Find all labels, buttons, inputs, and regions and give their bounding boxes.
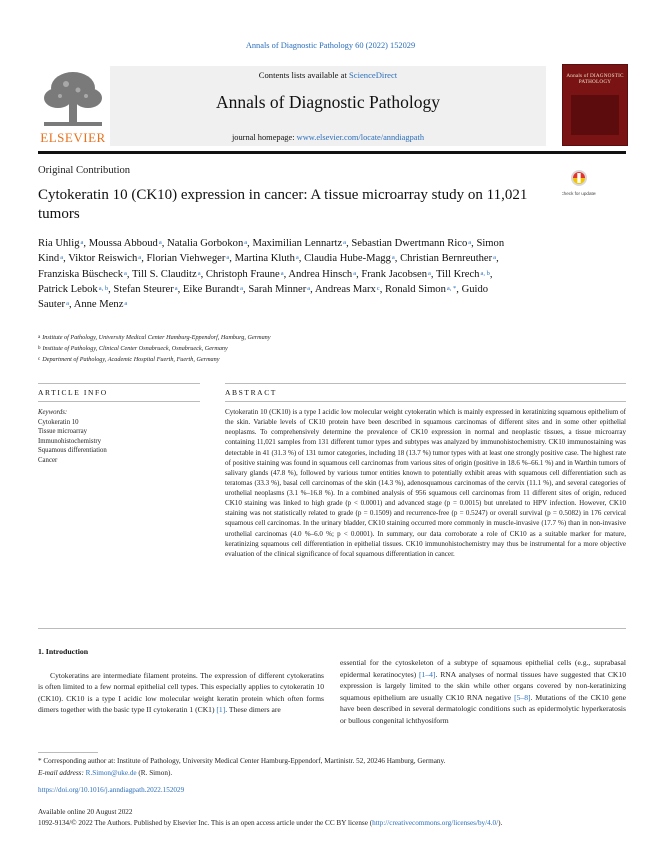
affiliation-list: [38, 332, 578, 365]
author-name[interactable]: Christoph Fraune$^a$: [205, 268, 284, 280]
author-name[interactable]: Till Krech$^{a, b}$: [436, 268, 490, 280]
available-online-date: Available online 20 August 2022: [38, 808, 133, 816]
affiliation-marker[interactable]: a: [493, 254, 497, 262]
author-name[interactable]: Florian Viehweger$^a$: [146, 253, 230, 265]
affiliation-marker[interactable]: a: [244, 239, 248, 246]
homepage-line: journal homepage: www.elsevier.com/locate/anndiagpath: [231, 133, 425, 142]
keyword-item: Squamous differentiation: [38, 447, 107, 455]
affiliation-marker[interactable]: a: [240, 284, 244, 292]
keyword-item: Cytokeratin 10: [38, 418, 79, 426]
citation-link[interactable]: [1–4]: [419, 669, 436, 679]
author-name[interactable]: Anne Menz$^a$: [73, 299, 128, 311]
affiliation-marker[interactable]: a: [468, 239, 472, 246]
license-link[interactable]: http://creativecommons.org/licenses/by/4.0/: [372, 819, 499, 827]
author-name[interactable]: Andrea Hinsch$^a$: [288, 268, 357, 280]
affiliation-marker[interactable]: a: [353, 269, 357, 277]
abstract-text: Cytokeratin 10 (CK10) is a type I acidic low molecular weight cytokeratin which is mainly expressed in keratinizing squamous epithelium of the skin. Variable levels of CK10 protein have been described in squamous carcinomas of different sites and in some other epithelial neoplasms. To comprehensively determine the prevalence of CK10 expression in normal and neoplastic tissues, a tissue microarray containing 11,021 samples from 131 different tumor types and subtypes was analyzed by immunohistochemistry. CK10 immunostaining was detectable in 41 (31.3 %) of 131 tumor categories, including 18 (13.7 %) tumor types with at least one strongly positive case. The highest rate of positive staining was found in squamous cell carcinomas from various sites of origin (positive in 18.6 %–66.1 %) and in Warthin tumors of salivary glands (47.8 %), followed by various tumor entities known to potentially exhibit areas with squamous cell differentiation such as teratomas (33.3 %), basal cell carcinomas of the skin (14.3 %), adenosquamous carcinomas of the cervix (11.1 %), and several categories of urothelial neoplasms (3.1 %–16.8 %). In a combined analysis of 956 squamous cell carcinomas from 11 different sites of origin, reduced CK10 staining was linked to high grade (p < 0.0001) and advanced stage (p = 0.0015) but unrelated to HPV infection. However, CK10 staining was not statistically related to grade (p = 0.1509) and recurrence-free (p = 0.5247) or overall survival (p = 0.5082) in 176 cervical squamous cell carcinomas. In the urinary bladder, CK10 staining occurred more commonly in muscle-invasive (17.7 %) than in non-invasive urothelial carcinomas (4.0 %–6.0 %; p < 0.0001). In summary, our data corroborate a role of CK10 as a suitable marker for mature, keratinizing squamous cell differentiation in epithelial tissues. CK10 immunohistochemistry may thus be instrumental for a more objective evaluation of the clinical significance of focal squamous differentiation in cancer.: [225, 408, 626, 558]
email-link[interactable]: R.Simon@uke.de: [85, 768, 137, 777]
affiliation-item: $^a$ Institute of Pathology, University Medical Center Hamburg-Eppendorf, Hamburg, Germany: [38, 334, 271, 341]
affiliation-item: $^c$ Department of Pathology, Academic Hospital Fuerth, Fuerth, Germany: [38, 356, 220, 363]
author-name[interactable]: Natalia Gorbokon$^a$: [167, 238, 248, 249]
author-name[interactable]: Guido Sauter$^a$: [38, 283, 489, 311]
divider: [225, 401, 626, 402]
journal-header-band: [110, 66, 546, 146]
author-name[interactable]: Patrick Lebok$^{a, b}$: [38, 283, 109, 295]
divider: [38, 628, 626, 629]
divider: [38, 383, 200, 384]
license-line: 1092-9134/© 2022 The Authors. Published by Elsevier Inc. This is an open access article under the CC BY license (http://creativecommons.org/licenses/by/4.0/).: [38, 819, 503, 827]
affiliation-marker[interactable]: a: [280, 269, 284, 277]
cover-artwork: [571, 95, 619, 135]
author-name[interactable]: Ronald Simon$^{a, *}$: [384, 283, 457, 295]
abstract-heading: ABSTRACT: [225, 388, 277, 397]
intro-left-column: [38, 646, 324, 716]
divider: [225, 383, 626, 384]
journal-reference[interactable]: Annals of Diagnostic Pathology 60 (2022) 152029: [245, 41, 416, 50]
affiliation-marker[interactable]: a: [80, 239, 84, 246]
author-name[interactable]: Moussa Abboud$^a$: [88, 238, 162, 249]
corresponding-author: * Corresponding author at: Institute of Pathology, University Medical Center Hamburg-Eppendorf, Martinistr. 52, 20246 Hamburg, Germany.: [38, 757, 446, 765]
intro-paragraph-continued: essential for the cytoskeleton of a subtype of squamous epithelial cells (e.g., suprabasal epidermal keratinocytes) [1–4]. RNA analyses of normal tissues have suggested that CK10 expression is largely limited to the skin while other organs covered by non-keratinizing squamous epithelium are usually CK10 RNA negative [5–8]. Mutations of the CK10 gene have been described in several dermatologic conditions such as epidermolytic hyperkeratosis or bullous congenital ichthyosiform: [340, 658, 626, 725]
affiliation-marker[interactable]: a: [197, 269, 201, 277]
author-name[interactable]: Maximilian Lennartz$^a$: [252, 238, 347, 249]
author-name[interactable]: Sebastian Dwertmann Rico$^a$: [351, 238, 472, 249]
corresponding-author-footnote: [38, 756, 626, 779]
affiliation-marker[interactable]: a: [124, 269, 127, 277]
footnote-rule: [38, 752, 98, 753]
author-name[interactable]: Eike Burandt$^a$: [182, 283, 244, 295]
sciencedirect-link[interactable]: ScienceDirect: [349, 70, 398, 80]
affiliation-item: $^b$ Institute of Pathology, Clinical Center Osnabrueck, Osnabrueck, Germany: [38, 345, 228, 352]
author-name[interactable]: Till S. Clauditz$^a$: [132, 268, 201, 280]
affiliation-marker[interactable]: a: [138, 254, 142, 262]
keyword-item: Tissue microarray: [38, 428, 88, 436]
affiliation-marker[interactable]: a, *: [446, 284, 457, 292]
author-name[interactable]: Andreas Marx$^c$: [314, 283, 380, 295]
affiliation-marker[interactable]: a: [343, 239, 347, 246]
affiliation-marker[interactable]: a: [66, 300, 69, 308]
journal-cover-thumbnail[interactable]: [562, 64, 628, 146]
author-name[interactable]: Christian Bernreuther$^a$: [400, 253, 497, 265]
author-name[interactable]: Claudia Hube-Magg$^a$: [304, 253, 395, 265]
intro-paragraph: Cytokeratins are intermediate filament proteins. The expression of different cytokeratins is often limited to a few normal epithelial cell types. This especially applies to cytokeratin 10 (CK10). CK10 is a type I acidic low molecular weight keratin protein which often forms dimers together with the basic type II cytokeratin 1 (CK1) [1]. These dimers are: [38, 670, 324, 715]
author-list: Ria Uhlig$^a$, Moussa Abboud$^a$, Natalia Gorbokon$^a$, Maximilian Lennartz$^a$, Sebastian Dwertmann Rico$^a$, Simon Kind$^a$, Viktor Reiswich$^a$, Florian Viehweger$^a$, Martina Kluth$^a$, Claudia Hube-Magg$^a$, Christian Bernreuther$^a$, Franziska Büscheck$^a$, Till S. Clauditz$^a$, Christoph Fraune$^a$, Andrea Hinsch$^a$, Frank Jacobsen$^a$, Till Krech$^{a, b}$, Patrick Lebok$^{a, b}$, Stefan Steurer$^a$, Eike Burandt$^a$, Sarah Minner$^a$, Andreas Marx$^c$, Ronald Simon$^{a, *}$, Guido Sauter$^a$, Anne Menz$^a$: [38, 238, 505, 311]
affiliation-marker[interactable]: a: [307, 284, 311, 292]
citation-link[interactable]: [5–8]: [514, 692, 531, 702]
article-type: Original Contribution: [38, 165, 131, 176]
doi-link[interactable]: https://doi.org/10.1016/j.anndiagpath.2022.152029: [38, 786, 185, 794]
author-name[interactable]: Ria Uhlig$^a$: [38, 238, 84, 249]
affiliation-marker[interactable]: a, b: [98, 284, 109, 292]
affiliation-marker[interactable]: a: [391, 254, 395, 262]
affiliation-marker[interactable]: a, b: [480, 269, 490, 277]
article-title: Cytokeratin 10 (CK10) expression in cancer: A tissue microarray study on 11,021 tumors: [38, 187, 528, 222]
keywords-block: [38, 408, 198, 466]
elsevier-logo: [38, 66, 108, 148]
header-rule: [38, 151, 626, 154]
author-name[interactable]: Frank Jacobsen$^a$: [361, 268, 431, 280]
cover-title: Annals of DIAGNOSTIC PATHOLOGY: [566, 73, 624, 85]
contents-line: Contents lists available at ScienceDirect: [258, 70, 398, 80]
affiliation-marker[interactable]: a: [60, 254, 64, 262]
author-name[interactable]: Stefan Steurer$^a$: [113, 283, 178, 295]
email-line: E-mail address: R.Simon@uke.de (R. Simon).: [38, 768, 173, 777]
author-name[interactable]: Simon Kind$^a$: [38, 238, 505, 265]
intro-right-column: [340, 657, 626, 727]
keyword-item: Immunohistochemistry: [38, 437, 102, 445]
homepage-link[interactable]: www.elsevier.com/locate/anndiagpath: [296, 133, 425, 142]
publisher-wordmark: ELSEVIER: [40, 130, 106, 145]
crossmark-label: Check for updates: [562, 191, 596, 196]
author-name[interactable]: Viktor Reiswich$^a$: [68, 253, 142, 265]
keyword-list: [38, 418, 198, 466]
affiliation-marker[interactable]: a: [226, 254, 230, 262]
article-info-heading: ARTICLE INFO: [38, 388, 108, 397]
affiliation-marker[interactable]: c: [376, 284, 380, 292]
journal-name: Annals of Diagnostic Pathology: [215, 92, 441, 112]
citation-link[interactable]: [1]: [216, 705, 226, 715]
affiliation-marker[interactable]: a: [158, 239, 162, 246]
divider: [38, 401, 200, 402]
section-heading-introduction: 1. Introduction: [38, 647, 89, 656]
affiliation-marker[interactable]: a: [295, 254, 299, 262]
author-name[interactable]: Franziska Büscheck$^a$: [38, 268, 127, 280]
author-name[interactable]: Martina Kluth$^a$: [234, 253, 299, 265]
check-for-updates-badge[interactable]: [562, 167, 596, 201]
keywords-label: Keywords:: [38, 409, 68, 416]
affiliation-marker[interactable]: a: [124, 300, 128, 308]
crossmark-icon: [562, 167, 596, 201]
affiliation-marker[interactable]: a: [174, 284, 178, 292]
keyword-item: Cancer: [38, 456, 58, 464]
affiliation-marker[interactable]: a: [428, 269, 431, 277]
author-name[interactable]: Sarah Minner$^a$: [248, 283, 311, 295]
